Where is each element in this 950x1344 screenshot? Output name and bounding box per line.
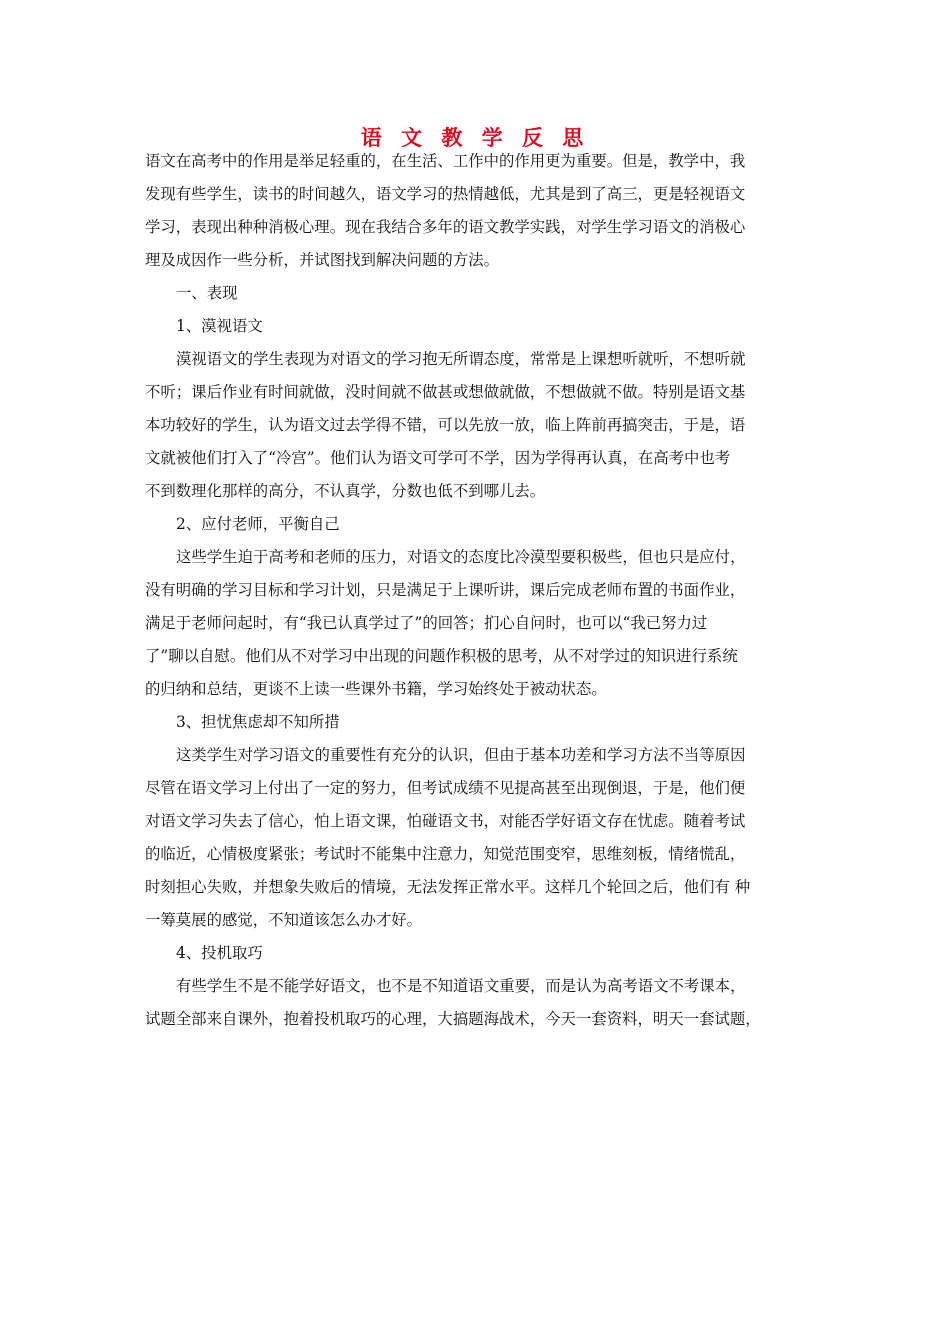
- document-body: [145, 145, 813, 1036]
- intro-paragraph: [145, 145, 813, 277]
- text-line: 不听；课后作业有时间就做，没时间就不做甚或想做就做，不想做就不做。特别是语文基: [145, 383, 746, 401]
- text-line: 语文在高考中的作用是举足轻重的，在生活、工作中的作用更为重要。但是，教学中，我: [145, 152, 746, 170]
- document-title: 语 文 教 学 反 思: [360, 125, 590, 150]
- section-heading: 一、表现: [176, 284, 238, 302]
- text-line: 发现有些学生，读书的时间越久，语文学习的热情越低，尤其是到了高三，更是轻视语文: [145, 185, 746, 203]
- paragraph: [145, 970, 813, 1036]
- paragraph: [145, 739, 813, 937]
- text-line: 时刻担心失败，并想象失败后的情境，无法发挥正常水平。这样几个轮回之后，他们有 种: [145, 878, 751, 896]
- text-line: 满足于老师问起时，有“我已认真学过了”的回答；扪心自问时，也可以“我已努力过: [145, 614, 708, 632]
- text-line: 了”聊以自慰。他们从不对学习中出现的问题作积极的思考，从不对学过的知识进行系统: [145, 647, 738, 665]
- text-line: 试题全部来自课外，抱着投机取巧的心理，大搞题海战术，今天一套资料，明天一套试题，: [145, 1010, 761, 1028]
- text-line: 的归纳和总结，更谈不上读一些课外书籍，学习始终处于被动状态。: [145, 680, 607, 698]
- text-line: 这类学生对学习语文的重要性有充分的认识，但由于基本功差和学习方法不当等原因: [176, 746, 746, 764]
- paragraph: [145, 343, 813, 508]
- text-line: 一筹莫展的感觉，不知道该怎么办才好。: [145, 911, 423, 929]
- text-line: 本功较好的学生，认为语文过去学得不错，可以先放一放，临上阵前再搞突击，于是，语: [145, 416, 746, 434]
- text-line: 尽管在语文学习上付出了一定的努力，但考试成绩不见提高甚至出现倒退，于是，他们便: [145, 779, 746, 797]
- subsection-heading: 4、投机取巧: [176, 944, 263, 962]
- paragraph: [145, 541, 813, 706]
- subsection-heading: 2、应付老师，平衡自己: [176, 515, 340, 533]
- subsection-heading: 1、漠视语文: [176, 317, 263, 335]
- text-line: 没有明确的学习目标和学习计划，只是满足于上课听讲，课后完成老师布置的书面作业，: [145, 581, 746, 599]
- text-line: 有些学生不是不能学好语文，也不是不知道语文重要，而是认为高考语文不考课本，: [176, 977, 746, 995]
- text-line: 不到数理化那样的高分，不认真学，分数也低不到哪儿去。: [145, 482, 546, 500]
- text-line: 理及成因作一些分析，并试图找到解决问题的方法。: [145, 251, 499, 269]
- text-line: 漠视语文的学生表现为对语文的学习抱无所谓态度，常常是上课想听就听，不想听就: [176, 350, 746, 368]
- subsection-heading: 3、担忧焦虑却不知所措: [176, 713, 340, 731]
- text-line: 这些学生迫于高考和老师的压力，对语文的态度比冷漠型要积极些，但也只是应付，: [176, 548, 746, 566]
- text-line: 学习，表现出种种消极心理。现在我结合多年的语文教学实践，对学生学习语文的消极心: [145, 218, 746, 236]
- text-line: 文就被他们打入了“冷宫”。他们认为语文可学可不学，因为学得再认真，在高考中也考: [145, 449, 731, 467]
- text-line: 的临近，心情极度紧张；考试时不能集中注意力，知觉范围变窄，思维刻板，情绪慌乱，: [145, 845, 746, 863]
- text-line: 对语文学习失去了信心，怕上语文课，怕碰语文书，对能否学好语文存在忧虑。随着考试: [145, 812, 746, 830]
